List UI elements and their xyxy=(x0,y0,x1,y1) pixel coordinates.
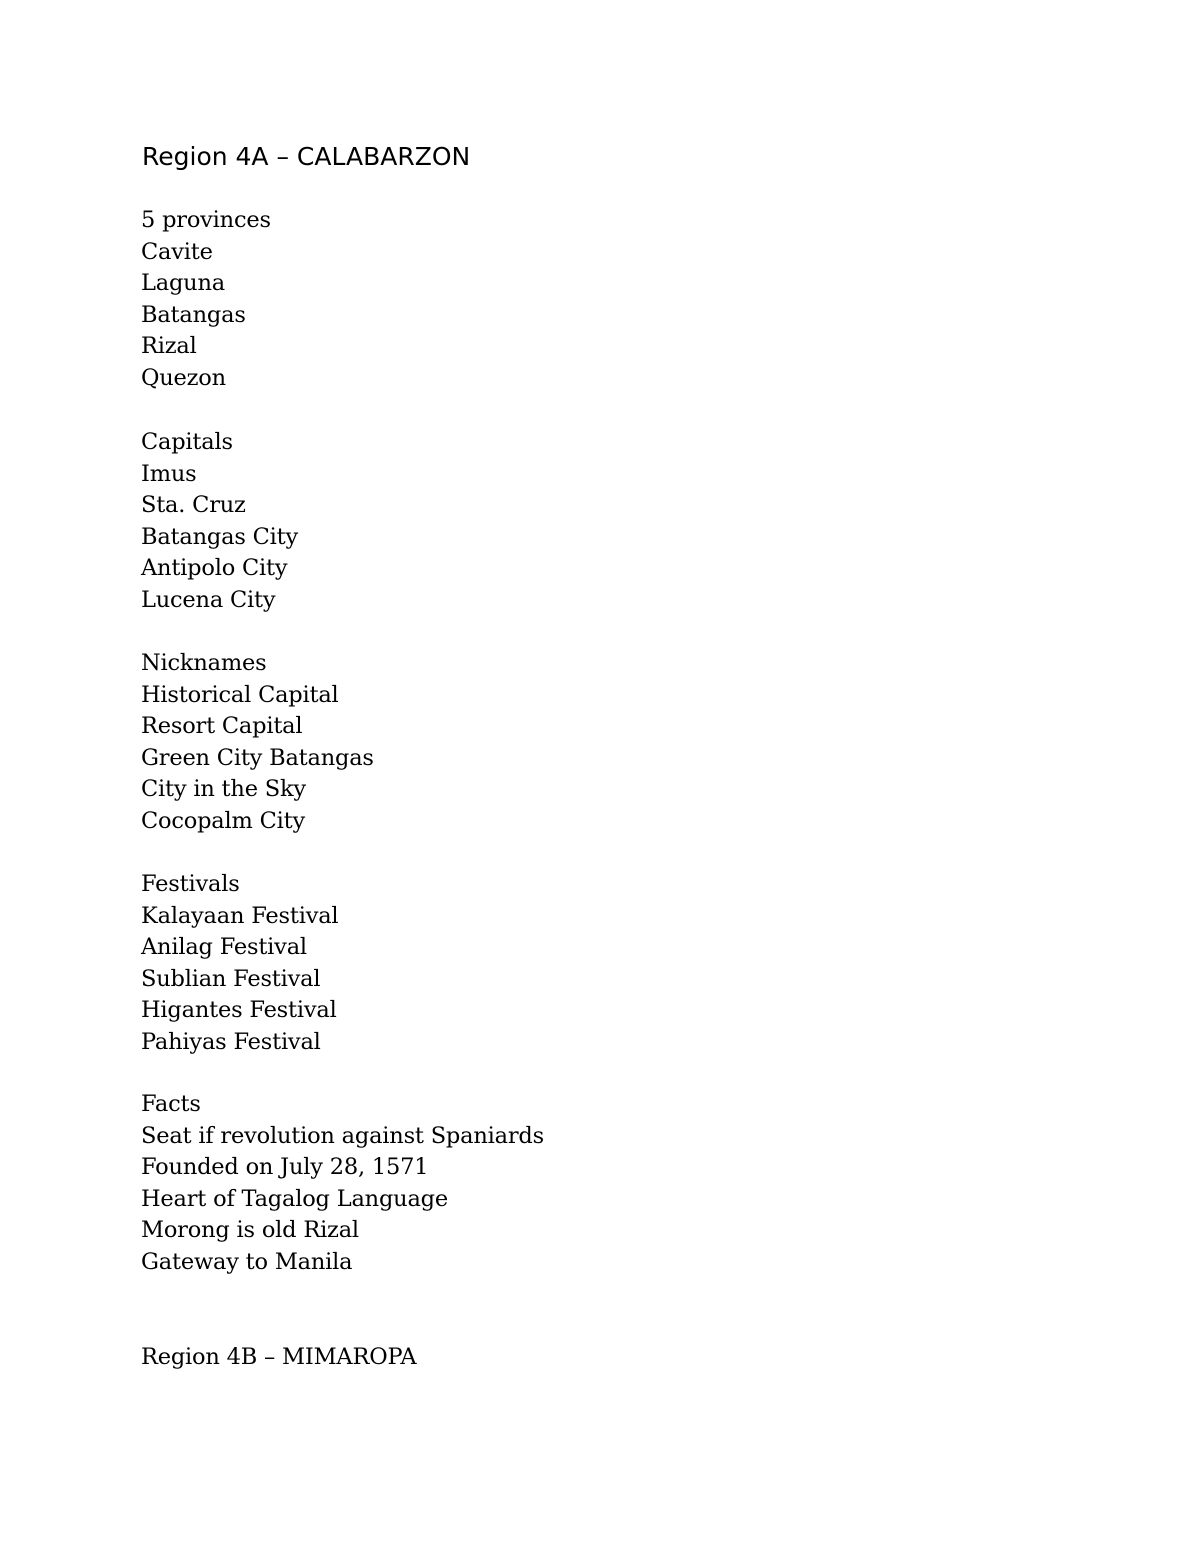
list-item: Seat if revolution against Spaniards xyxy=(141,1122,544,1149)
list-item: Antipolo City xyxy=(141,555,288,582)
document-title: Region 4A – CALABARZON xyxy=(142,142,471,171)
list-item: Founded on July 28, 1571 xyxy=(141,1154,429,1181)
list-item: Batangas City xyxy=(141,523,298,550)
nicknames-section xyxy=(141,648,374,838)
capitals-section xyxy=(141,427,298,617)
section-heading: Capitals xyxy=(141,429,233,455)
list-item: Heart of Tagalog Language xyxy=(141,1185,448,1212)
section-heading: Festivals xyxy=(141,871,240,897)
list-item: Lucena City xyxy=(141,586,276,613)
list-item: Kalayaan Festival xyxy=(141,902,339,929)
list-item: Green City Batangas xyxy=(141,744,374,771)
list-item: Cavite xyxy=(141,238,213,265)
list-item: Pahiyas Festival xyxy=(141,1028,321,1055)
list-item: Quezon xyxy=(141,364,226,391)
list-item: Historical Capital xyxy=(141,681,339,708)
list-item: Batangas xyxy=(141,301,246,328)
list-item: Higantes Festival xyxy=(141,997,337,1024)
list-item: Morong is old Rizal xyxy=(141,1217,359,1244)
section-heading: 5 provinces xyxy=(141,207,271,233)
list-item: Gateway to Manila xyxy=(141,1248,353,1275)
list-item: Imus xyxy=(141,460,197,487)
provinces-section xyxy=(141,205,271,395)
list-item: Rizal xyxy=(141,333,197,360)
festivals-section xyxy=(141,869,338,1059)
list-item: Cocopalm City xyxy=(141,807,305,834)
next-region-heading: Region 4B – MIMAROPA xyxy=(141,1344,417,1370)
list-item: Sublian Festival xyxy=(141,965,321,992)
list-item: Sta. Cruz xyxy=(141,492,246,519)
list-item: Anilag Festival xyxy=(141,934,307,961)
section-heading: Nicknames xyxy=(141,650,267,676)
list-item: Resort Capital xyxy=(141,713,303,740)
list-item: City in the Sky xyxy=(141,776,306,803)
section-heading: Facts xyxy=(141,1091,201,1117)
list-item: Laguna xyxy=(141,270,225,297)
facts-section xyxy=(141,1089,544,1279)
